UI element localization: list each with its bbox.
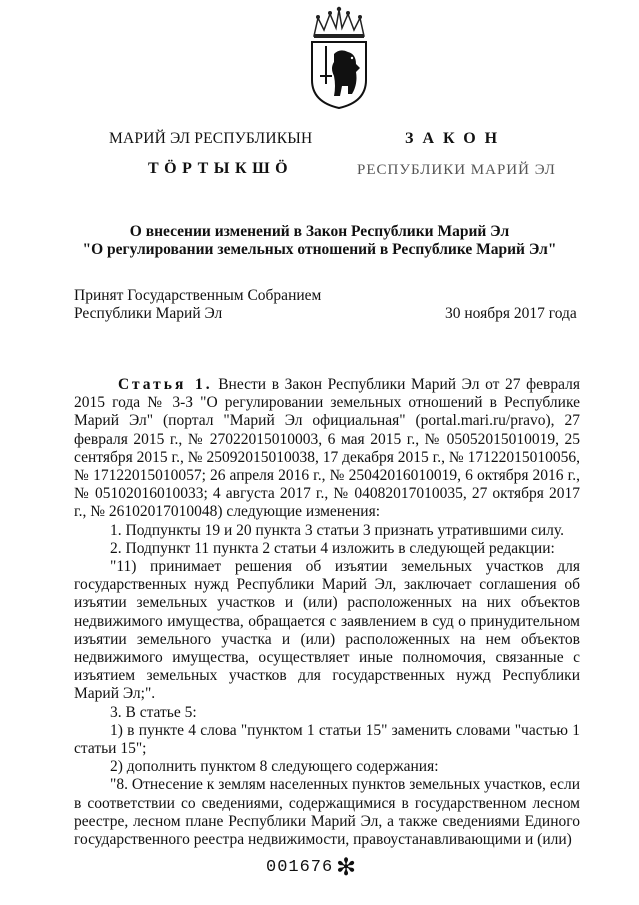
article-body — [74, 376, 580, 849]
article-label: Статья 1. — [118, 376, 213, 393]
document-title-line2: "О регулировании земельных отношений в Республике Марий Эл" — [82, 241, 557, 258]
article1-item2-quote: "11) принимает решения об изъятии земельных участков для государственных нужд Республики Марий Эл, заключает соглашения об изъятии земельных участков и (или) расположенных на них объектов недвижимого имущества, обращается с заявлением в суд о принудительном изъятии земельного участка и (или) расположенных на нем объектов недвижимого имущества, осуществляет иные полномочия, связанные с изъятием земельных участков для государственных нужд Республики Марий Эл;". — [74, 558, 580, 703]
coat-of-arms-icon — [300, 6, 378, 110]
adoption-line2: Республики Марий Эл — [74, 305, 223, 322]
article1-item3-2: 2) дополнить пунктом 8 следующего содержания: — [110, 758, 439, 776]
header-right-line1: ЗАКОН — [405, 130, 507, 147]
article1-item2: 2. Подпункт 11 пункта 2 статьи 4 изложить в следующей редакции: — [110, 539, 555, 557]
star-icon: ✻ — [336, 853, 357, 881]
header-left-line1: МАРИЙ ЭЛ РЕСПУБЛИКЫН — [109, 130, 313, 147]
article1-intro-text: Внести в Закон Республики Марий Эл от 27 февраля 2015 года № 3-З "О регулировании земельных отношений в Республике Марий Эл" (портал "Марий Эл официальная" (portal.mari.ru/pravo), 27 февраля 2015 г., № 27022015010003, 6 мая 2015 г., № 05052015010019, 25 сентября 2015 г., № 25092015010038, 17 декабря 2015 г., № 17122015010056, № 17122015010057; 26 апреля 2016 г., № 25042016010019, 6 октября 2016 г., № 05102016010033; 4 августа 2017 г., № 04082017010035, 27 октября 2017 г., № 26102017010048) следующие изменения: — [74, 376, 581, 521]
adoption-date: 30 ноября 2017 года — [445, 305, 577, 322]
header-right-line2: РЕСПУБЛИКИ МАРИЙ ЭЛ — [357, 162, 556, 178]
article1-item3: 3. В статье 5: — [110, 703, 197, 721]
adoption-line1: Принят Государственным Собранием — [74, 287, 322, 304]
article1-item3-1: 1) в пункте 4 слова "пунктом 1 статьи 15" заменить словами "частью 1 статьи 15"; — [74, 721, 580, 758]
document-title-line1: О внесении изменений в Закон Республики Марий Эл — [129, 223, 510, 240]
article1-intro — [74, 376, 580, 522]
article1-item1: 1. Подпункты 19 и 20 пункта 3 статьи 3 признать утратившими силу. — [110, 521, 564, 539]
document-number: 001676 — [266, 858, 334, 877]
header-left-line2: ТӦРТЫКШӦ — [148, 160, 294, 177]
article1-item3-2-quote: "8. Отнесение к землям населенных пунктов земельных участков, если в соответствии со сведениями, содержащимися в государственном лесном реестре, лесном плане Республики Марий Эл, а также сведениями Единого государственного реестра недвижимости, правоустанавливающими и (или) — [74, 776, 580, 849]
